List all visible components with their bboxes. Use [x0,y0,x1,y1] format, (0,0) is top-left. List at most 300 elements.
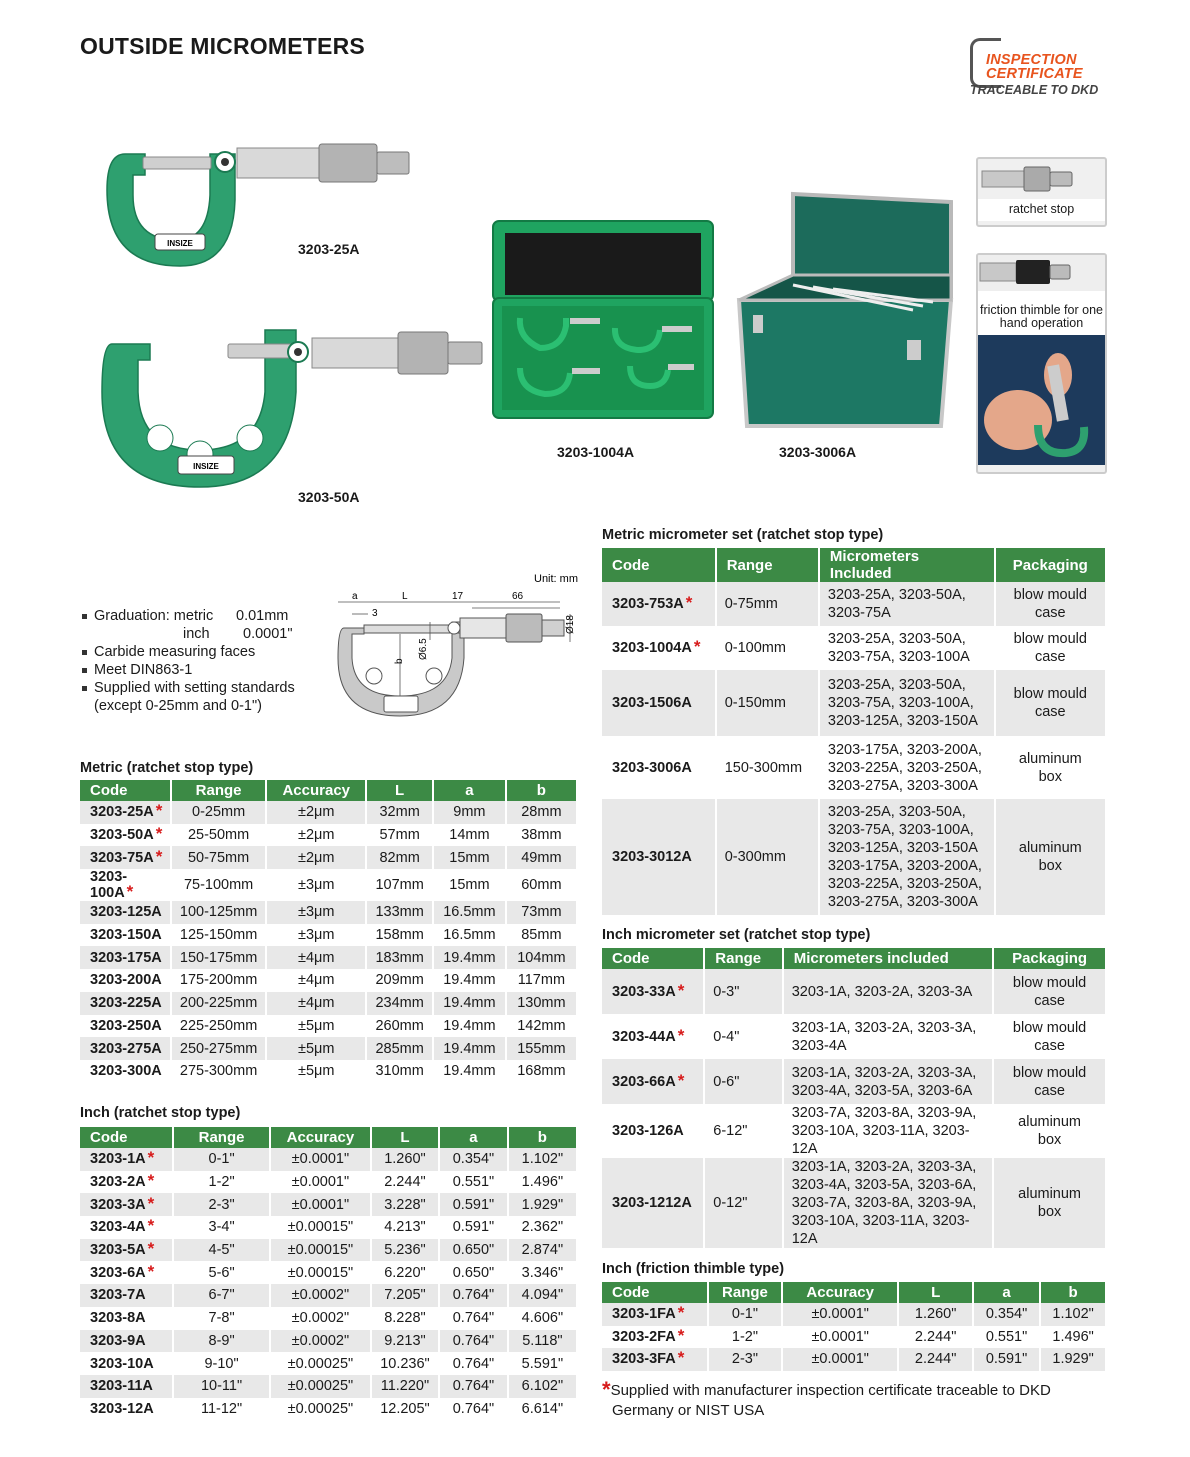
cell-a: 0.650" [439,1261,508,1284]
cell-a: 0.354" [439,1148,508,1171]
cell-l: 32mm [366,801,433,824]
cell-range: 6-7" [173,1284,270,1307]
table-row [602,1303,1106,1326]
diagram-label-d18: Ø18 [565,615,576,634]
column-header: a [973,1282,1040,1303]
cell-l: 1.260" [371,1148,439,1171]
metric-set-table-title: Metric micrometer set (ratchet stop type) [602,527,884,543]
cell-included [819,799,995,915]
included-line: 3203-75A, 3203-100A, [827,695,974,711]
column-header: Range [171,780,266,801]
cell-range: 275-300mm [171,1060,266,1083]
certificate-star: * [147,1261,155,1281]
cell-b: 168mm [506,1060,577,1083]
table-row [80,1352,577,1375]
table-row [80,1193,577,1216]
packaging-line: case [1034,992,1065,1009]
cell-acc: ±0.0001" [782,1303,898,1326]
product-code: 3203-1506A [612,695,692,711]
certificate-star: * [677,1070,685,1090]
cell-l: 6.220" [371,1261,439,1284]
code-cell [602,582,716,626]
column-header: L [898,1282,972,1303]
table-row [602,670,1106,736]
included-line: 3203-7A, 3203-8A, 3203-9A, [791,1105,977,1121]
code-cell [602,969,704,1014]
product-code: 3203-9A [90,1332,146,1349]
column-header: Code [80,780,171,801]
product-code: 3203-11A [90,1378,153,1395]
included-line: 3203-75A [827,605,891,621]
included-line: 3203-25A, 3203-50A, [827,631,966,647]
product-code: 3203-3012A [612,849,692,865]
column-header: L [371,1127,439,1148]
column-header: Micrometers Included [819,548,995,582]
cell-acc: ±0.00015" [270,1261,371,1284]
cell-b: 155mm [506,1037,577,1060]
caption-3203-3006a: 3203-3006A [779,444,857,460]
product-code: 3203-25A [90,804,154,821]
cell-l: 209mm [366,969,433,992]
table-row [80,801,577,824]
column-header: Range [708,1282,782,1303]
column-header: Micrometers included [783,948,993,969]
diagram-label-a: a [352,591,358,602]
code-cell [80,1375,173,1398]
cell-l: 3.228" [371,1193,439,1216]
diagram-label-b: b [394,658,405,664]
diagram-label-d65: Ø6.5 [418,638,429,660]
product-code: 3203-1004A [612,640,692,656]
metric-table-title: Metric (ratchet stop type) [80,760,254,776]
included-line: 3203-10A, 3203-11A, 3203-12A [791,1123,970,1157]
cell-b: 1.496" [508,1171,577,1194]
packaging-line: box [1038,768,1062,785]
cell-l: 310mm [366,1060,433,1083]
ratchet-stop-label: ratchet stop [978,199,1105,221]
footnote-line-2: Germany or NIST USA [612,1402,765,1419]
cell-range: 0-1" [173,1148,270,1171]
cell-range: 7-8" [173,1307,270,1330]
cell-included [783,1059,993,1104]
certificate-star: * [126,882,134,902]
column-header: b [508,1127,577,1148]
included-line: 3203-1A, 3203-2A, 3203-3A [791,983,973,1000]
feature-graduation [82,607,295,625]
cell-b: 1.929" [508,1193,577,1216]
product-code: 3203-3006A [612,759,692,776]
inspection-certificate-logo [968,36,1108,98]
cell-a: 0.764" [439,1330,508,1353]
cell-range: 4-5" [173,1239,270,1262]
product-code: 3203-200A [90,972,162,989]
cell-range: 1-2" [708,1326,782,1349]
code-cell [602,670,716,736]
cell-b: 85mm [506,924,577,947]
product-code: 3203-2FA [612,1328,676,1345]
cell-b: 1.496" [1040,1326,1106,1349]
cell-a: 15mm [433,846,506,869]
cell-packaging [993,1158,1106,1248]
inch-set-table [602,948,1107,1248]
cell-b: 142mm [506,1015,577,1038]
cell-b: 3.346" [508,1261,577,1284]
cell-included [783,1104,993,1158]
column-header: Range [173,1127,270,1148]
table-row [80,1375,577,1398]
cell-a: 19.4mm [433,1037,506,1060]
column-header: Accuracy [270,1127,371,1148]
cell-l: 183mm [366,946,433,969]
cell-included [819,582,995,626]
code-cell [80,1239,173,1262]
product-code: 3203-1212A [612,1195,692,1211]
cell-b: 117mm [506,969,577,992]
friction-table-title: Inch (friction thimble type) [602,1261,785,1277]
column-header: a [433,780,506,801]
column-header: b [506,780,577,801]
product-code: 3203-3A [90,1196,146,1213]
cell-l: 8.228" [371,1307,439,1330]
code-cell [602,799,716,915]
cell-range: 0-300mm [716,799,819,915]
cell-a: 9mm [433,801,506,824]
code-cell [80,1193,173,1216]
cell-l: 2.244" [898,1326,972,1349]
friction-thimble-label: friction thimble for one hand operation [978,291,1105,335]
code-cell [80,1216,173,1239]
column-header: Range [716,548,819,582]
code-cell [602,1104,704,1158]
certificate-star: * [155,846,163,866]
cell-range: 175-200mm [171,969,266,992]
cell-included [819,736,995,799]
table-row [602,626,1106,670]
code-cell [602,626,716,670]
included-line: 3203-7A, 3203-8A, 3203-9A, [791,1195,977,1211]
table-row [602,969,1106,1014]
ratchet-stop-thumbnail [976,157,1107,227]
table-row [602,1059,1106,1104]
cell-range: 6-12" [704,1104,782,1158]
cell-a: 19.4mm [433,946,506,969]
cell-acc: ±0.0002" [270,1284,371,1307]
cell-l: 234mm [366,992,433,1015]
cell-l: 57mm [366,824,433,847]
cell-b: 1.929" [1040,1348,1106,1371]
cell-b: 6.614" [508,1398,577,1421]
cell-b: 6.102" [508,1375,577,1398]
cell-b: 4.606" [508,1307,577,1330]
cell-range: 8-9" [173,1330,270,1353]
feature-carbide: Carbide measuring faces [82,643,295,661]
cell-packaging [995,670,1106,736]
cell-packaging [993,1014,1106,1059]
cell-range: 50-75mm [171,846,266,869]
cell-acc: ±5μm [266,1060,366,1083]
included-line: 3203-175A, 3203-200A, [827,858,982,874]
footnote [602,1377,1051,1421]
cell-l: 260mm [366,1015,433,1038]
packaging-line: blow mould [1012,974,1087,991]
set-1004a-case-image [490,218,716,422]
product-code: 3203-4A [90,1219,146,1236]
cell-range: 25-50mm [171,824,266,847]
graduation-metric: 0.01mm [236,608,289,624]
product-code: 3203-1FA [612,1306,676,1323]
packaging-line: case [1034,1082,1065,1099]
table-header-row [80,780,577,801]
code-cell [80,924,171,947]
code-cell [80,1037,171,1060]
included-line: 3203-275A, 3203-300A [827,894,978,910]
certificate-star: * [155,824,163,844]
product-code: 3203-150A [90,927,162,944]
code-cell [80,1352,173,1375]
micrometer-25a-image [105,140,415,270]
cell-l: 285mm [366,1037,433,1060]
included-line: 3203-275A, 3203-300A [827,777,978,794]
packaging-line: blow mould [1013,686,1087,702]
cell-l: 82mm [366,846,433,869]
code-cell [80,1148,173,1171]
cell-a: 0.591" [439,1193,508,1216]
table-row [80,869,577,901]
cell-l: 133mm [366,901,433,924]
product-code: 3203-225A [90,995,162,1012]
cell-a: 19.4mm [433,969,506,992]
feature-setting-standards: Supplied with setting standards [82,679,295,697]
cell-acc: ±0.00025" [270,1398,371,1421]
inch-set-table-title: Inch micrometer set (ratchet stop type) [602,927,871,943]
cell-b: 2.362" [508,1216,577,1239]
product-code: 3203-125A [90,904,162,921]
graduation-inch: 0.0001" [243,626,293,642]
cell-a: 0.591" [439,1216,508,1239]
micrometer-50a-image [100,322,490,492]
table-row [80,1148,577,1171]
page-title: OUTSIDE MICROMETERS [80,33,365,59]
inch-table [80,1127,578,1420]
product-code: 3203-753A [612,596,684,612]
cell-l: 12.205" [371,1398,439,1421]
cell-l: 11.220" [371,1375,439,1398]
cell-range: 0-12" [704,1158,782,1248]
feature-setting-standards-note: (except 0-25mm and 0-1") [94,698,262,714]
footnote-star: * [602,1377,611,1402]
product-code: 3203-75A [90,849,154,866]
included-line: 3203-4A, 3203-5A, 3203-6A [791,1082,973,1099]
packaging-line: box [1037,1132,1062,1148]
cell-b: 2.874" [508,1239,577,1262]
product-code: 3203-126A [612,1123,684,1139]
code-cell [602,1303,708,1326]
graduation-label: Graduation: metric [94,608,214,624]
included-line: 3203-10A, 3203-11A, 3203-12A [791,1213,970,1247]
cell-range: 10-11" [173,1375,270,1398]
table-row [602,736,1106,799]
cell-range: 0-6" [704,1059,782,1104]
cell-l: 107mm [366,869,433,901]
dimension-diagram [330,570,582,730]
friction-thimble-image [978,255,1105,291]
code-cell [602,1059,704,1104]
cell-acc: ±0.0001" [270,1171,371,1194]
code-cell [80,1015,171,1038]
cell-acc: ±0.00025" [270,1375,371,1398]
cell-b: 1.102" [1040,1303,1106,1326]
table-row [80,1060,577,1083]
table-header-row [602,948,1106,969]
cell-packaging [993,1104,1106,1158]
cell-acc: ±0.00015" [270,1216,371,1239]
table-row [80,901,577,924]
code-cell [80,869,171,901]
mic-50-brand: INSIZE [193,462,219,471]
column-header: Packaging [995,548,1106,582]
included-line: 3203-225A, 3203-250A, [827,759,982,776]
code-cell [80,1261,173,1284]
table-row [602,1326,1106,1349]
product-code: 3203-44A [612,1028,676,1045]
packaging-line: blow mould [1013,631,1087,647]
cell-range: 2-3" [173,1193,270,1216]
caption-3203-1004a: 3203-1004A [557,444,635,460]
product-code: 3203-8A [90,1310,146,1327]
column-header: Code [602,948,704,969]
column-header: Code [602,1282,708,1303]
code-cell [80,824,171,847]
product-code: 3203-10A [90,1355,154,1372]
cell-b: 4.094" [508,1284,577,1307]
caption-3203-50a: 3203-50A [298,489,360,505]
code-cell [80,1398,173,1421]
table-row [80,1284,577,1307]
product-code: 3203-250A [90,1017,162,1034]
friction-thimble-thumbnail [976,253,1107,474]
product-code: 3203-2A [90,1174,146,1191]
cell-range: 2-3" [708,1348,782,1371]
code-cell [80,946,171,969]
diagram-label-17: 17 [452,591,464,602]
cell-range: 100-125mm [171,901,266,924]
metric-set-table [602,548,1107,915]
friction-table [602,1282,1107,1371]
packaging-line: case [1034,704,1066,720]
metric-table [80,780,578,1083]
cell-a: 0.764" [439,1398,508,1421]
code-cell [602,1158,704,1248]
cell-b: 28mm [506,801,577,824]
cell-acc: ±4μm [266,946,366,969]
cell-included [819,626,995,670]
cell-included [783,969,993,1014]
diagram-unit: Unit: mm [534,573,578,585]
code-cell [80,1307,173,1330]
cell-l: 5.236" [371,1239,439,1262]
code-cell [80,1060,171,1083]
cell-included [819,670,995,736]
table-row [80,1307,577,1330]
table-row [602,1348,1106,1371]
product-code: 3203-175A [90,949,162,966]
cell-l: 7.205" [371,1284,439,1307]
cell-range: 0-4" [704,1014,782,1059]
table-row [80,1330,577,1353]
cell-acc: ±3μm [266,869,366,901]
packaging-line: aluminum [1018,840,1082,856]
logo-line-2: CERTIFICATE [986,66,1083,82]
caption-3203-25a: 3203-25A [298,241,360,257]
footnote-line-1: Supplied with manufacturer inspection certificate traceable to DKD [610,1382,1051,1399]
included-line: 3203-75A, 3203-100A, [827,822,974,838]
cell-b: 60mm [506,869,577,901]
cell-range: 150-300mm [716,736,819,799]
code-cell [80,801,171,824]
cell-acc: ±3μm [266,924,366,947]
product-code: 3203-66A [612,1073,676,1090]
included-line: 3203-1A, 3203-2A, 3203-3A, [791,1019,977,1036]
column-header: Range [704,948,782,969]
feature-graduation-inch [82,625,295,643]
code-cell [80,992,171,1015]
cell-b: 49mm [506,846,577,869]
table-row [80,1171,577,1194]
included-line: 3203-1A, 3203-2A, 3203-3A, [791,1159,977,1175]
product-code: 3203-300A [90,1063,162,1080]
cell-a: 0.591" [973,1348,1040,1371]
graduation-inch-label: inch [183,626,210,642]
cell-acc: ±0.0002" [270,1307,371,1330]
table-row [80,969,577,992]
cell-a: 16.5mm [433,924,506,947]
cell-b: 130mm [506,992,577,1015]
cell-acc: ±0.00015" [270,1239,371,1262]
cell-acc: ±5μm [266,1015,366,1038]
table-row [602,799,1106,915]
cell-a: 0.764" [439,1352,508,1375]
feature-list [82,607,295,715]
packaging-line: case [1034,605,1066,621]
product-code: 3203-3FA [612,1351,676,1368]
cell-range: 250-275mm [171,1037,266,1060]
certificate-star: * [677,1348,685,1368]
cell-l: 2.244" [898,1348,972,1371]
cell-a: 19.4mm [433,1060,506,1083]
cell-range: 1-2" [173,1171,270,1194]
ratchet-stop-image [978,159,1105,199]
cell-l: 2.244" [371,1171,439,1194]
code-cell [80,969,171,992]
diagram-label-l: L [402,591,408,602]
cell-a: 0.764" [439,1375,508,1398]
table-row [80,824,577,847]
cell-range: 0-3" [704,969,782,1014]
packaging-line: blow mould [1013,587,1087,603]
cell-included [783,1014,993,1059]
cell-acc: ±2μm [266,824,366,847]
cell-included [783,1158,993,1248]
code-cell [80,1330,173,1353]
column-header: a [439,1127,508,1148]
table-row [80,1015,577,1038]
mic-25-brand: INSIZE [167,239,193,248]
packaging-line: case [1034,649,1066,665]
cell-b: 104mm [506,946,577,969]
included-line: 3203-25A, 3203-50A, [827,587,966,603]
included-line: 3203-25A, 3203-50A, [827,804,966,820]
cell-acc: ±0.0001" [782,1326,898,1349]
